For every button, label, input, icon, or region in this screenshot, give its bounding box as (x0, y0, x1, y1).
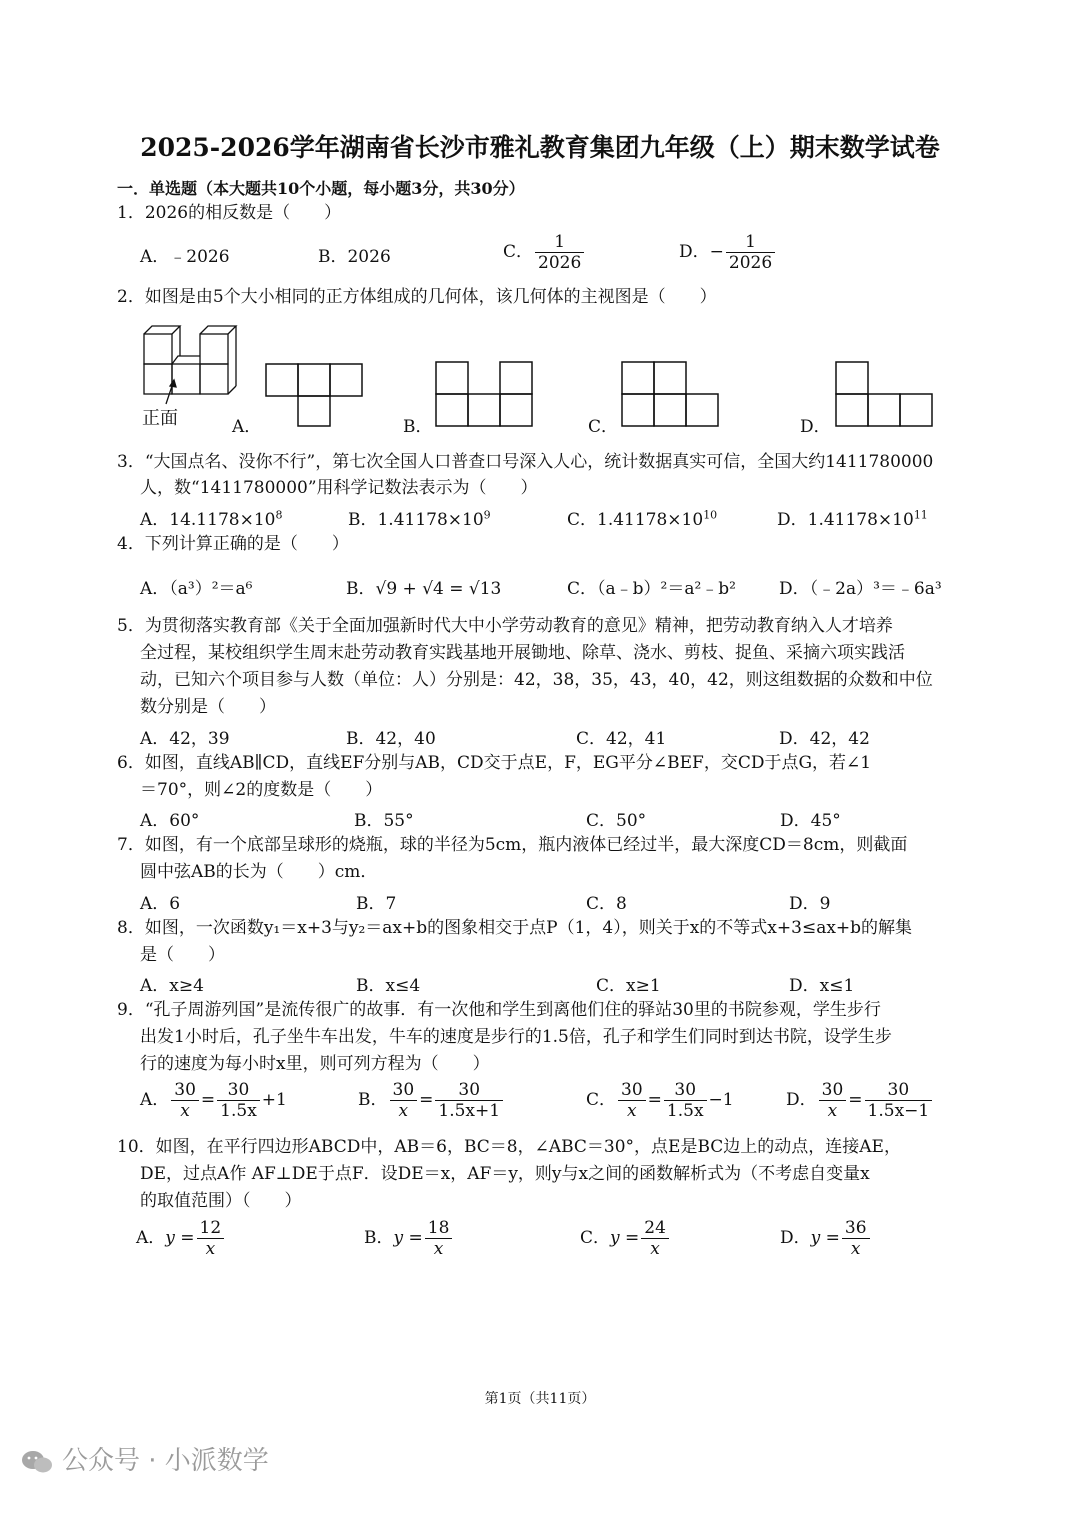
question-9-line2: 出发1小时后，孔子坐牛车出发，牛车的速度是步行的1.5倍，孔子和学生们同时到达书院，设学生步 (140, 1027, 892, 1047)
q1-option-b: B．2026 (318, 247, 391, 267)
q6-option-a: A．60° (140, 811, 200, 831)
q10-option-b: B．y = $\frac{18}{x}$ (364, 1218, 454, 1259)
q9-option-c: C． $\frac{30}{x}$ = $\frac{30}{1.5x}$ −1 (586, 1080, 734, 1121)
wechat-icon (20, 1449, 54, 1475)
question-5-line3: 动，已知六个项目参与人数（单位：人）分别是：42，38，35，43，40，42，则这组数据的众数和中位 (140, 670, 933, 690)
question-1-stem: 1．2026的相反数是（ ） (117, 203, 342, 223)
q1-option-a: A．﹣2026 (140, 247, 230, 267)
question-4-stem: 4．下列计算正确的是（ ） (117, 534, 349, 554)
q2-option-b-figure (434, 360, 534, 428)
q5-option-d: D．42，42 (779, 729, 870, 749)
q7-option-c: C．8 (586, 894, 627, 914)
q6-option-d: D．45° (780, 811, 841, 831)
question-7-line2: 圆中弦AB的长为（ ）cm． (140, 862, 378, 882)
page-title: 2025-2026学年湖南省长沙市雅礼教育集团九年级（上）期末数学试卷 (140, 133, 940, 162)
q1-option-d (679, 232, 777, 273)
question-10-line1: 10．如图，在平行四边形ABCD中，AB＝6，BC＝8，∠ABC＝30°，点E是BC边上的动点，连接AE， (117, 1137, 901, 1157)
question-3-line1: 3．“大国点名、没你不行”，第七次全国人口普查口号深入人心，统计数据真实可信，全国大约1411780000 (117, 452, 934, 472)
question-5-line2: 全过程，某校组织学生周末赴劳动教育实践基地开展锄地、除草、浇水、剪枝、捉鱼、采摘六项实践活 (140, 643, 905, 663)
q8-option-b: B．x≤4 (356, 976, 421, 996)
front-view-label: 正面 (142, 408, 178, 429)
q3-option-d: D．$1.41178\times 10^{11}$ (777, 508, 928, 530)
q3-option-a: A．$14.1178\times 10^8$ (140, 508, 283, 530)
q2-option-c-figure (620, 360, 720, 428)
cube-solid-figure (138, 320, 238, 430)
q8-option-c: C．x≥1 (596, 976, 661, 996)
q5-option-c: C．42，41 (576, 729, 667, 749)
watermark (20, 1440, 269, 1477)
q6-option-b: B．55° (354, 811, 414, 831)
section-heading: 一．单选题（本大题共10个小题，每小题3分，共30分） (117, 179, 525, 198)
q3-option-c: C．$1.41178\times 10^{10}$ (567, 508, 718, 530)
question-9-line1: 9．“孔子周游列国”是流传很广的故事．有一次他和学生到离他们住的驿站30里的书院参观，学生步行 (117, 1000, 881, 1020)
q1-option-c-label: C． (503, 242, 534, 262)
q2-option-a-label: A． (232, 417, 262, 437)
q10-option-d: D．y = $\frac{36}{x}$ (780, 1218, 872, 1259)
question-8-line2: 是（ ） (140, 945, 225, 965)
watermark-text: 公众号 · 小派数学 (62, 1446, 269, 1476)
question-2-stem: 2．如图是由5个大小相同的正方体组成的几何体，该几何体的主视图是（ ） (117, 287, 717, 307)
q4-option-b: B．√9 + √4 = √13 (346, 579, 502, 599)
question-3-line2: 人，数“1411780000”用科学记数法表示为（ ） (140, 478, 538, 498)
q2-option-a-figure (264, 362, 364, 428)
question-10-line2: DE，过点A作 AF⊥DE于点F．设DE＝x，AF＝y，则y与x之间的函数解析式为（不考虑自变量x (140, 1164, 870, 1184)
q7-option-b: B．7 (356, 894, 397, 914)
q2-option-c-label: C． (588, 417, 619, 437)
q7-option-a: A．6 (140, 894, 181, 914)
q2-option-d-figure (834, 360, 934, 428)
q9-option-b: B． $\frac{30}{x}$ = $\frac{30}{1.5x+1}$ (358, 1080, 505, 1121)
q2-option-d-label: D． (800, 417, 831, 437)
question-5-line4: 数分别是（ ） (140, 697, 276, 717)
question-8-line1: 8．如图，一次函数y₁＝x+3与y₂＝ax+b的图象相交于点P（1，4），则关于x的不等式x+3≤ax+b的解集 (117, 918, 913, 938)
question-9-line3: 行的速度为每小时x里，则可列方程为（ ） (140, 1054, 490, 1074)
page-footer: 第1页（共11页） (484, 1391, 596, 1407)
q1-option-d-label: D． (679, 242, 710, 262)
q1-option-c (503, 232, 586, 273)
q8-option-d: D．x≤1 (789, 976, 855, 996)
fraction: $\frac{1}{2026}$ (535, 232, 584, 273)
minus-sign: − (709, 242, 724, 262)
question-10-line3: 的取值范围）（ ） (140, 1191, 302, 1211)
question-6-line2: ＝70°，则∠2的度数是（ ） (140, 780, 383, 800)
q6-option-c: C．50° (586, 811, 647, 831)
q4-option-c: C．（a﹣b）²＝a²﹣b² (567, 579, 736, 599)
q4-option-a: A．（a³）²＝a⁶ (140, 579, 253, 599)
q8-option-a: A．x≥4 (140, 976, 204, 996)
fraction: $\frac{1}{2026}$ (726, 232, 775, 273)
q7-option-d: D．9 (789, 894, 831, 914)
q3-option-b: B．$1.41178\times 10^9$ (348, 508, 491, 530)
q2-option-b-label: B． (403, 417, 433, 437)
q5-option-b: B．42，40 (346, 729, 436, 749)
question-6-line1: 6．如图，直线AB∥CD，直线EF分别与AB，CD交于点E，F，EG平分∠BEF，交CD于点G，若∠1 (117, 753, 872, 773)
q10-option-c: C．y = $\frac{24}{x}$ (580, 1218, 671, 1259)
q9-option-a: A． $\frac{30}{x}$ = $\frac{30}{1.5x}$ +1 (140, 1080, 287, 1121)
q4-option-d: D．（﹣2a）³＝﹣6a³ (779, 579, 942, 599)
q9-option-d: D． $\frac{30}{x}$ = $\frac{30}{1.5x-1}$ (786, 1080, 934, 1121)
q10-option-a: A．y = $\frac{12}{x}$ (136, 1218, 226, 1259)
q5-option-a: A．42，39 (140, 729, 230, 749)
question-7-line1: 7．如图，有一个底部呈球形的烧瓶，球的半径为5cm，瓶内液体已经过半，最大深度CD＝8cm，则截面 (117, 835, 908, 855)
question-5-line1: 5．为贯彻落实教育部《关于全面加强新时代大中小学劳动教育的意见》精神，把劳动教育纳入人才培养 (117, 616, 893, 636)
